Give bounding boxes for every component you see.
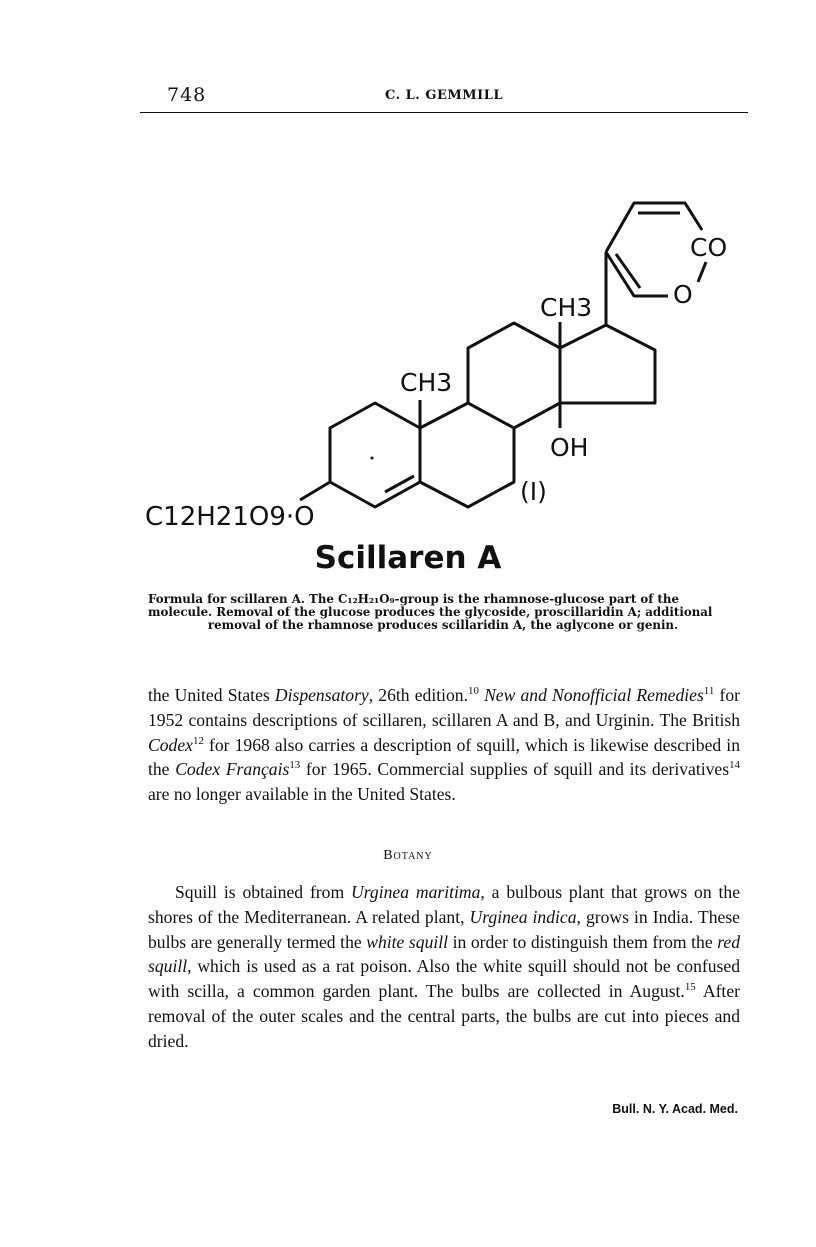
running-head: C. L. GEMMILL xyxy=(384,88,503,103)
caption-line-3: removal of the rhamnose produces scillaridin A, the aglycone or genin. xyxy=(207,618,679,632)
text-run: , which is used as a rat poison. Also the white squill should not be confused with scilla, a common garden plant. The bulbs are collected in August. xyxy=(148,956,740,1002)
oh-label: OH xyxy=(550,433,589,462)
ch3-mid-label: CH3 xyxy=(400,368,453,397)
lactone-ring-top xyxy=(606,203,702,252)
ring-b xyxy=(420,403,514,507)
ring-a xyxy=(330,403,420,507)
caption-line-1: Formula for scillaren A. The C₁₂H₂₁O₉-group is the rhamnose-glucose part of the xyxy=(148,592,679,606)
footnote-ref: 11 xyxy=(703,685,715,698)
italic-run: Codex Français xyxy=(175,759,290,780)
double-bond-ab xyxy=(385,476,414,492)
footnote-ref: 10 xyxy=(467,685,479,698)
figure-caption xyxy=(148,593,738,632)
lactone-ring-bottom xyxy=(606,252,668,296)
substituent-label: C12H21O9·O xyxy=(145,502,315,530)
text-run: Squill is obtained from xyxy=(175,882,352,902)
italic-run: Urginea indica xyxy=(469,906,577,927)
text-run: the United States xyxy=(148,685,275,705)
italic-run: Codex xyxy=(148,734,193,755)
o-ring-label: O xyxy=(673,280,693,309)
text-run: After removal of the outer scales and the central parts, the bulbs are cut into pieces and dried. xyxy=(148,981,740,1051)
ring-c xyxy=(468,323,560,428)
italic-run: Dispensatory xyxy=(274,685,369,705)
footnote-ref: 12 xyxy=(192,734,204,747)
text-run: , 26th edition. xyxy=(368,685,468,705)
footnote-ref: 15 xyxy=(684,981,696,994)
page-header xyxy=(140,84,748,110)
page-number: 748 xyxy=(167,84,207,106)
glycoside-bond xyxy=(300,482,330,500)
co-label: CO xyxy=(690,233,728,262)
italic-run: New and Nonofficial Remedies xyxy=(484,685,704,705)
paragraph-2 xyxy=(148,880,740,1054)
text-run: are no longer available in the United States. xyxy=(148,784,456,805)
compound-name: Scillaren A xyxy=(314,540,502,576)
caption-line-2: molecule. Removal of the glucose produces the glycoside, proscillaridin A; additional xyxy=(148,605,713,619)
paragraph-1 xyxy=(148,683,740,807)
dot-mark xyxy=(371,457,374,460)
journal-footer: Bull. N. Y. Acad. Med. xyxy=(612,1102,738,1116)
text-run: for 1968 also carries a description of squill, which is likewise described in the xyxy=(148,734,740,780)
italic-run: red squill xyxy=(148,931,741,977)
italic-run: Urginea maritima xyxy=(351,882,481,902)
structure-labels xyxy=(145,233,727,530)
text-run: in order to distinguish them from the xyxy=(448,931,718,952)
footnote-ref: 14 xyxy=(729,759,740,772)
header-rule xyxy=(140,112,748,113)
section-heading: Botany xyxy=(383,848,433,863)
text-run: , grows in India. These bulbs are generally termed the xyxy=(148,906,740,952)
text-run: , a bulbous plant that grows on the shores of the Mediterranean. A related plant, xyxy=(148,882,741,927)
lactone-bond-co-o xyxy=(698,262,706,282)
compound-marker: (I) xyxy=(520,477,547,506)
text-run: for 1965. Commercial supplies of squill and its derivatives xyxy=(300,759,730,780)
ch3-top-label: CH3 xyxy=(540,293,593,322)
footnote-ref: 13 xyxy=(289,759,301,772)
ring-d xyxy=(560,325,655,403)
ring-bonds xyxy=(300,203,706,507)
text-run: for 1952 contains descriptions of scillaren, scillaren A and B, and Urginin. The British xyxy=(148,685,740,730)
scillaren-a-structure xyxy=(130,190,750,530)
italic-run: white squill xyxy=(366,931,449,952)
